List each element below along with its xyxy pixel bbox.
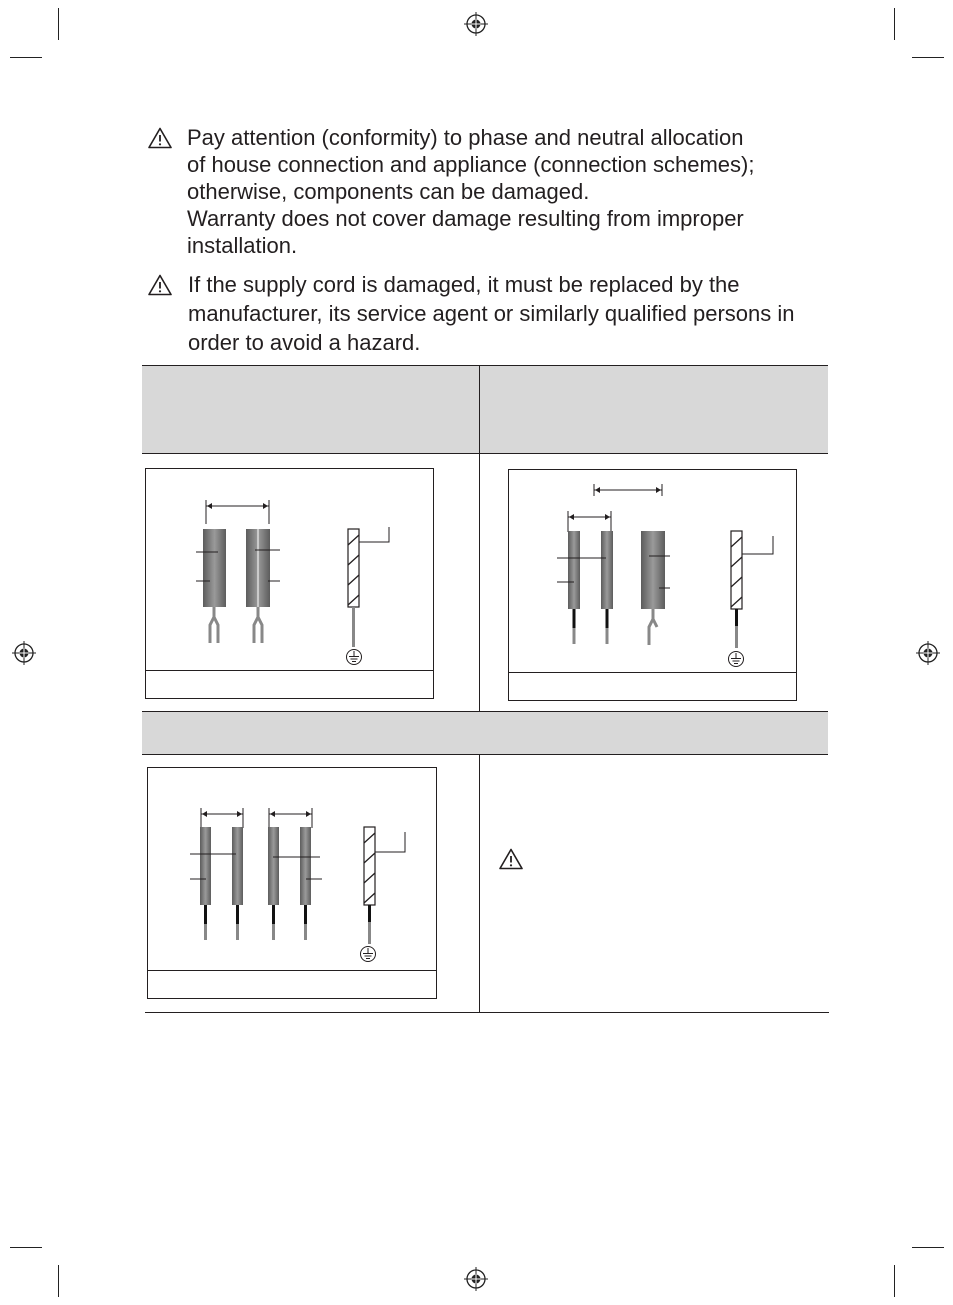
panel-caption-strip	[509, 672, 796, 700]
warning-block-supply-cord	[148, 270, 838, 360]
wiring-diagram-1	[146, 469, 432, 670]
warning-line: manufacturer, its service agent or similarly qualified persons in	[188, 301, 795, 326]
warning-triangle-icon	[148, 274, 172, 296]
table-header-left	[142, 366, 479, 453]
crop-mark	[10, 57, 42, 58]
table-bottom-rule	[145, 1012, 829, 1013]
wiring-diagram-panel-2	[508, 469, 797, 701]
table-section-header	[142, 712, 828, 754]
panel-caption-strip	[146, 670, 433, 698]
warning-triangle-icon	[148, 127, 172, 149]
earth-ground-icon	[359, 945, 377, 963]
table-rule	[142, 711, 828, 712]
warning-line: otherwise, components can be damaged.	[187, 179, 590, 204]
crop-mark	[58, 1265, 59, 1297]
warning-line: Warranty does not cover damage resulting from improper	[187, 206, 744, 231]
crop-mark	[912, 57, 944, 58]
earth-ground-icon	[727, 650, 745, 668]
crop-mark	[894, 1265, 895, 1297]
registration-mark-icon	[916, 641, 940, 665]
table-top-rule	[142, 365, 828, 366]
warning-line: of house connection and appliance (connection schemes);	[187, 152, 755, 177]
table-column-divider	[479, 755, 480, 1012]
warning-triangle-icon	[499, 848, 523, 870]
crop-mark	[58, 8, 59, 40]
crop-mark	[894, 8, 895, 40]
crop-mark	[10, 1247, 42, 1248]
wiring-diagram-2	[509, 470, 795, 672]
warning-line: Pay attention (conformity) to phase and neutral allocation	[187, 125, 744, 150]
warning-line: order to avoid a hazard.	[188, 330, 421, 355]
panel-caption-strip	[148, 970, 436, 998]
warning-block-phase-neutral	[148, 124, 828, 264]
earth-ground-icon	[345, 648, 363, 666]
registration-mark-icon	[464, 1267, 488, 1291]
registration-mark-icon	[12, 641, 36, 665]
warning-line: If the supply cord is damaged, it must be replaced by the	[188, 272, 740, 297]
table-header-right	[480, 366, 828, 453]
wiring-diagram-3	[148, 768, 435, 970]
crop-mark	[912, 1247, 944, 1248]
table-column-divider	[479, 366, 480, 711]
wiring-diagram-panel-1	[145, 468, 434, 699]
table-rule	[142, 754, 828, 755]
table-rule	[142, 453, 828, 454]
registration-mark-icon	[464, 12, 488, 36]
wiring-diagram-panel-3	[147, 767, 437, 999]
warning-line: installation.	[187, 233, 298, 258]
